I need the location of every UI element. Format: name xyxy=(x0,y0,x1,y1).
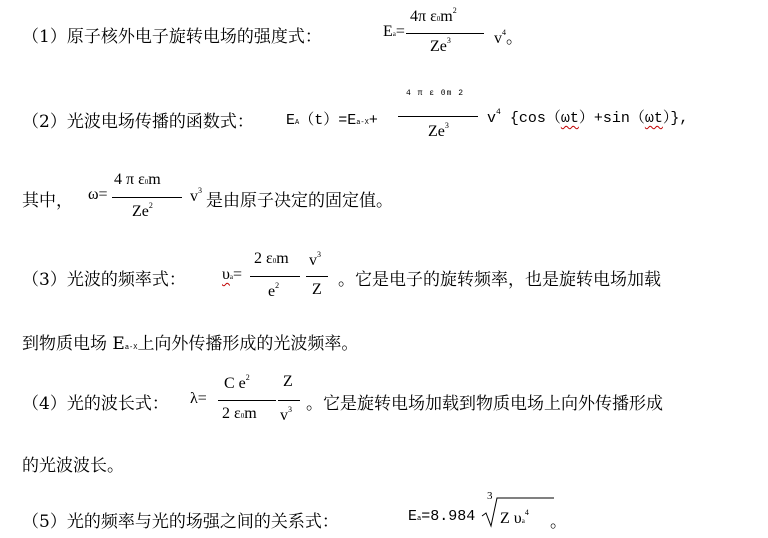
formula-3-freq-denominator-1: $e^2$ xyxy=(268,281,280,300)
formula-3-fraction-bar xyxy=(112,197,182,198)
formula-2-fraction-bar xyxy=(398,116,478,117)
formula-2-tail: $v^4$ {cos（ωt）+sin（ωt）}, xyxy=(487,108,689,127)
formula-5-lhs: Ea=8.984 xyxy=(408,508,476,525)
formula-2-denominator: Ze$^3$ xyxy=(428,121,449,140)
formula-1-fraction-bar xyxy=(406,33,484,34)
formula-3-v-power: $v^3$ xyxy=(190,186,202,205)
formula-4-text: 。它是旋转电场加载到物质电场上向外传播形成 xyxy=(306,394,663,414)
formula-3-freq-bar-1 xyxy=(250,276,300,277)
formula-4-denominator-2: $v^3$ xyxy=(280,405,292,424)
formula-3-freq-numerator-1: 2 ε0m xyxy=(254,250,289,267)
formula-3-omega: ω= xyxy=(88,186,108,203)
formula-3-label: 其中， xyxy=(22,191,73,211)
formula-1-numerator: 4π $\varepsilon 0m^2$ xyxy=(410,6,457,25)
formula-3-freq-bar-2 xyxy=(306,276,328,277)
formula-3-freq-lhs: υa= xyxy=(222,266,243,283)
omega-t-2: ωt xyxy=(644,110,663,127)
formula-5-root-index: 3 xyxy=(487,490,493,502)
formula-3-freq-text: 。它是电子的旋转频率，也是旋转电场加载 xyxy=(338,270,661,290)
paragraph-continuation-1: 到物质电场 Ea-X上向外传播形成的光波频率。 xyxy=(22,334,359,354)
formula-3-text: 是由原子决定的固定值。 xyxy=(206,191,393,211)
formula-1-label: （1）原子核外电子旋转电场的强度式： xyxy=(22,27,322,47)
formula-4-lambda: λ= xyxy=(190,390,207,407)
formula-1-lhs: Ea= xyxy=(383,23,405,40)
formula-3-denominator: Ze$^2$ xyxy=(132,201,153,220)
formula-4-bar-2 xyxy=(278,400,300,401)
formula-2-numerator: 4 π ε 0m 2 xyxy=(406,89,465,98)
formula-4-bar-1 xyxy=(218,400,276,401)
formula-4-numerator-2: Z xyxy=(283,373,293,390)
formula-1-v-power: $v^4$。 xyxy=(494,28,523,47)
formula-4-label: （4）光的波长式： xyxy=(22,394,169,414)
paragraph-continuation-2: 的光波波长。 xyxy=(22,456,124,476)
formula-2-lhs: EA（t）=Ea-X+ xyxy=(286,112,378,129)
omega-t-1: ωt xyxy=(560,110,579,127)
formula-3-freq-numerator-2: $v^3$ xyxy=(309,250,321,269)
formula-5-end: 。 xyxy=(550,512,567,532)
formula-3-numerator: 4 π ε0m xyxy=(114,171,161,188)
formula-1-denominator: Ze$^3$ xyxy=(430,36,451,55)
formula-2-label: （2）光波电场传播的函数式： xyxy=(22,112,254,132)
formula-3-freq-denominator-2: Z xyxy=(312,281,322,298)
formula-4-numerator-1: C $e^2$ xyxy=(224,373,250,392)
formula-5-radicand: Z $\upsilon a^4$ xyxy=(500,508,529,527)
formula-5-label: （5）光的频率与光的场强之间的关系式： xyxy=(22,512,339,532)
formula-4-denominator-1: 2 ε0m xyxy=(222,405,257,422)
formula-3-freq-label: （3）光波的频率式： xyxy=(22,270,186,290)
